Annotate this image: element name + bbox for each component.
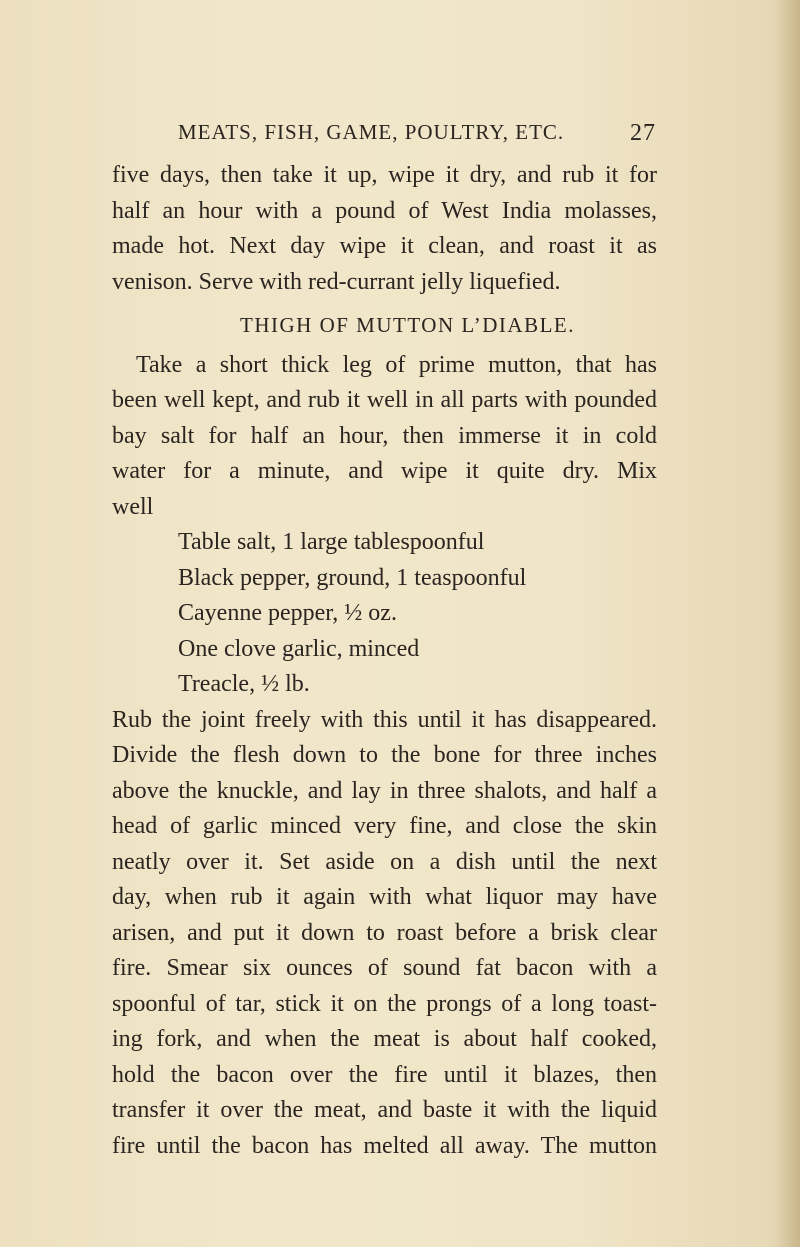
paragraph-continuation [112, 158, 657, 300]
ingredient-item: One clove garlic, minced [178, 635, 420, 662]
text-line: Take a short thick leg of prime mutton, that has [136, 351, 657, 378]
text-line: spoonful of tar, stick it on the prongs of a long toast- [112, 990, 657, 1017]
text-line: ing fork, and when the meat is about half cooked, [112, 1026, 657, 1052]
body-text [112, 158, 657, 1164]
page-edge-shadow [778, 0, 800, 1247]
text-line: half an hour with a pound of West India molasses, [112, 197, 657, 224]
recipe-intro-paragraph [112, 348, 657, 526]
text-line: water for a minute, and wipe it quite dry. Mix [112, 458, 657, 484]
text-line: transfer it over the meat, and baste it with the liquid [112, 1097, 657, 1123]
text-line: fire until the bacon has melted all away. The mutton [112, 1132, 657, 1159]
text-line: above the knuckle, and lay in three shalots, and half a [112, 777, 657, 804]
text-line: well [112, 493, 154, 520]
text-line: Divide the flesh down to the bone for three inches [112, 742, 657, 768]
text-line: five days, then take it up, wipe it dry, and rub it for [112, 162, 657, 188]
text-line: been well kept, and rub it well in all parts with pounded [112, 387, 657, 413]
recipe-method-paragraph [112, 703, 657, 1165]
running-title: MEATS, FISH, GAME, POULTRY, ETC. [178, 120, 565, 144]
text-line: arisen, and put it down to roast before a brisk clear [112, 919, 657, 946]
recipe-heading: THIGH OF MUTTON L’DIABLE. [240, 313, 575, 337]
text-line: day, when rub it again with what liquor may have [112, 884, 657, 910]
page-header [178, 120, 656, 150]
text-line: neatly over it. Set aside on a dish until the next [112, 848, 657, 875]
text-line: head of garlic minced very fine, and close the skin [112, 813, 657, 839]
ingredient-list [112, 525, 657, 703]
ingredient-item: Table salt, 1 large tablespoonful [178, 529, 485, 555]
text-line: Rub the joint freely with this until it has disappeared. [112, 706, 657, 733]
text-line: hold the bacon over the fire until it blazes, then [112, 1061, 657, 1088]
text-line: fire. Smear six ounces of sound fat bacon with a [112, 955, 657, 981]
ingredient-item: Black pepper, ground, 1 teaspoonful [178, 564, 527, 591]
text-line: bay salt for half an hour, then immerse it in cold [112, 422, 657, 449]
text-line: venison. Serve with red-currant jelly liquefied. [112, 268, 561, 295]
page-number: 27 [630, 120, 656, 146]
ingredient-item: Cayenne pepper, ½ oz. [178, 600, 397, 626]
text-line: made hot. Next day wipe it clean, and roast it as [112, 233, 657, 259]
ingredient-item: Treacle, ½ lb. [178, 671, 310, 697]
